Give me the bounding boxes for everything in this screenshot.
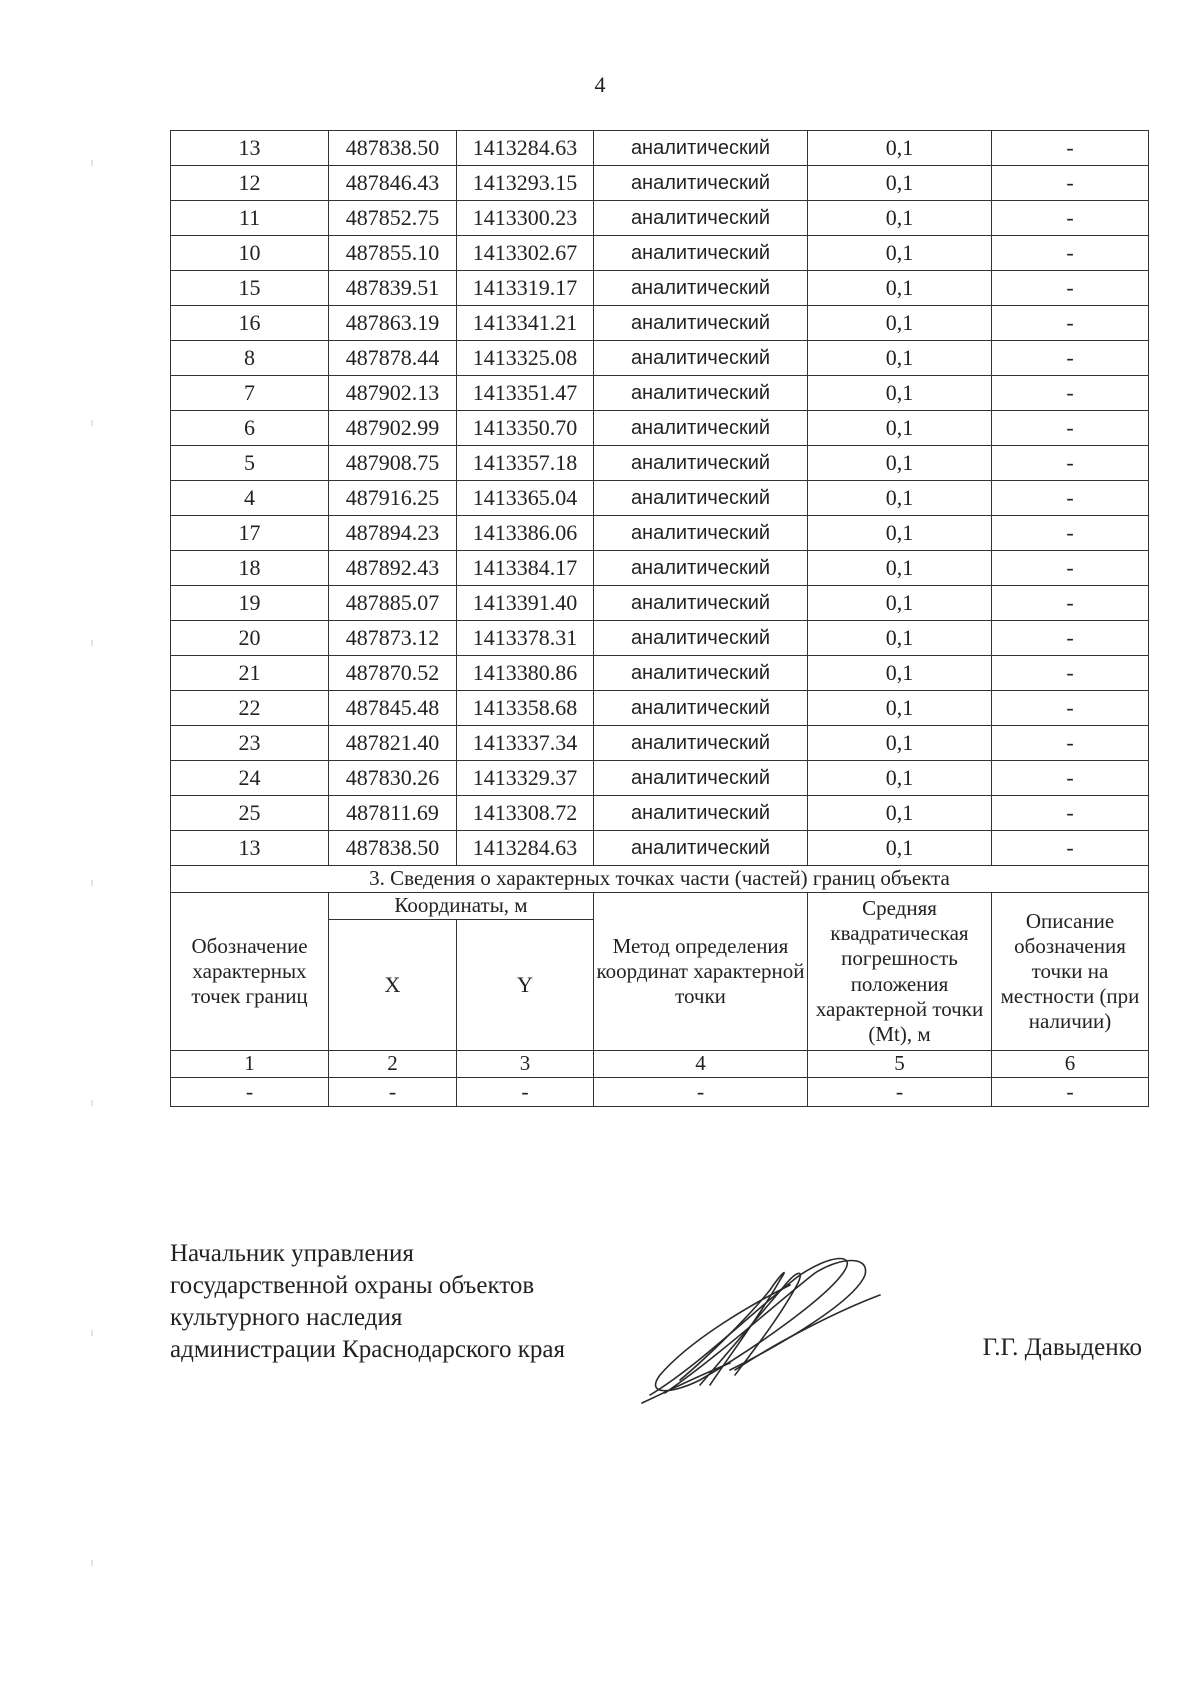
- x-coordinate-cell: 487892.43: [329, 551, 457, 586]
- method-cell: аналитический: [594, 516, 808, 551]
- point-number-cell: 5: [171, 446, 329, 481]
- x-coordinate-cell: 487839.51: [329, 271, 457, 306]
- description-cell: -: [992, 411, 1149, 446]
- table-row: [171, 481, 1149, 516]
- method-cell: аналитический: [594, 796, 808, 831]
- x-coordinate-cell: 487902.99: [329, 411, 457, 446]
- method-cell: аналитический: [594, 481, 808, 516]
- y-coordinate-cell: 1413386.06: [457, 516, 594, 551]
- x-coordinate-cell: 487821.40: [329, 726, 457, 761]
- handwritten-signature: [640, 1245, 890, 1405]
- table-row: [171, 586, 1149, 621]
- table-row: [171, 306, 1149, 341]
- table-row: [171, 516, 1149, 551]
- method-cell: аналитический: [594, 691, 808, 726]
- y-coordinate-cell: 1413319.17: [457, 271, 594, 306]
- description-cell: -: [992, 306, 1149, 341]
- column-number: 2: [329, 1051, 457, 1078]
- x-coordinate-cell: 487838.50: [329, 131, 457, 166]
- method-cell: аналитический: [594, 236, 808, 271]
- y-coordinate-cell: 1413391.40: [457, 586, 594, 621]
- description-cell: -: [992, 551, 1149, 586]
- y-coordinate-cell: 1413325.08: [457, 341, 594, 376]
- table-row: [171, 621, 1149, 656]
- x-coordinate-cell: 487878.44: [329, 341, 457, 376]
- y-coordinate-cell: 1413378.31: [457, 621, 594, 656]
- mean-error-cell: 0,1: [808, 376, 992, 411]
- point-number-cell: 8: [171, 341, 329, 376]
- x-coordinate-cell: 487894.23: [329, 516, 457, 551]
- signatory-title: [170, 1238, 565, 1366]
- mean-error-cell: 0,1: [808, 201, 992, 236]
- empty-cell: -: [329, 1078, 457, 1107]
- table-row: [171, 411, 1149, 446]
- y-coordinate-cell: 1413351.47: [457, 376, 594, 411]
- x-coordinate-cell: 487870.52: [329, 656, 457, 691]
- signatory-title-line: администрации Краснодарского края: [170, 1336, 566, 1363]
- method-cell: аналитический: [594, 201, 808, 236]
- method-cell: аналитический: [594, 656, 808, 691]
- y-coordinate-cell: 1413341.21: [457, 306, 594, 341]
- description-cell: -: [992, 201, 1149, 236]
- table-row: [171, 551, 1149, 586]
- empty-cell: -: [171, 1078, 329, 1107]
- coordinates-table-body: [171, 131, 1149, 866]
- table-row: [171, 726, 1149, 761]
- x-coordinate-cell: 487852.75: [329, 201, 457, 236]
- y-coordinate-cell: 1413308.72: [457, 796, 594, 831]
- point-number-cell: 12: [171, 166, 329, 201]
- header-y: Y: [457, 920, 594, 1051]
- x-coordinate-cell: 487830.26: [329, 761, 457, 796]
- method-cell: аналитический: [594, 166, 808, 201]
- point-number-cell: 21: [171, 656, 329, 691]
- point-number-cell: 24: [171, 761, 329, 796]
- table-row: [171, 166, 1149, 201]
- x-coordinate-cell: 487863.19: [329, 306, 457, 341]
- point-number-cell: 16: [171, 306, 329, 341]
- signatory-title-line: культурного наследия: [170, 1304, 403, 1331]
- mean-error-cell: 0,1: [808, 586, 992, 621]
- point-number-cell: 17: [171, 516, 329, 551]
- x-coordinate-cell: 487845.48: [329, 691, 457, 726]
- mean-error-cell: 0,1: [808, 656, 992, 691]
- y-coordinate-cell: 1413284.63: [457, 131, 594, 166]
- column-number: 6: [992, 1051, 1149, 1078]
- description-cell: -: [992, 166, 1149, 201]
- mean-error-cell: 0,1: [808, 411, 992, 446]
- point-number-cell: 25: [171, 796, 329, 831]
- coordinates-table: [170, 130, 1149, 1107]
- signatory-name: Г.Г. Давыденко: [982, 1334, 1142, 1361]
- y-coordinate-cell: 1413384.17: [457, 551, 594, 586]
- description-cell: -: [992, 516, 1149, 551]
- mean-error-cell: 0,1: [808, 516, 992, 551]
- method-cell: аналитический: [594, 131, 808, 166]
- description-cell: -: [992, 691, 1149, 726]
- method-cell: аналитический: [594, 726, 808, 761]
- section-3-title-row: [171, 866, 1149, 893]
- method-cell: аналитический: [594, 376, 808, 411]
- table-row: [171, 656, 1149, 691]
- mean-error-cell: 0,1: [808, 306, 992, 341]
- method-cell: аналитический: [594, 306, 808, 341]
- method-cell: аналитический: [594, 761, 808, 796]
- method-cell: аналитический: [594, 586, 808, 621]
- mean-error-cell: 0,1: [808, 341, 992, 376]
- table-row: [171, 691, 1149, 726]
- table-row: [171, 341, 1149, 376]
- mean-error-cell: 0,1: [808, 166, 992, 201]
- x-coordinate-cell: 487846.43: [329, 166, 457, 201]
- point-number-cell: 20: [171, 621, 329, 656]
- y-coordinate-cell: 1413365.04: [457, 481, 594, 516]
- mean-error-cell: 0,1: [808, 761, 992, 796]
- y-coordinate-cell: 1413358.68: [457, 691, 594, 726]
- table-row: [171, 376, 1149, 411]
- table-row: [171, 796, 1149, 831]
- mean-error-cell: 0,1: [808, 621, 992, 656]
- method-cell: аналитический: [594, 271, 808, 306]
- mean-error-cell: 0,1: [808, 446, 992, 481]
- x-coordinate-cell: 487838.50: [329, 831, 457, 866]
- column-number: 3: [457, 1051, 594, 1078]
- column-number: 1: [171, 1051, 329, 1078]
- signatory-title-line: Начальник управления: [170, 1240, 414, 1267]
- page-number: 4: [594, 72, 606, 97]
- y-coordinate-cell: 1413300.23: [457, 201, 594, 236]
- empty-cell: -: [457, 1078, 594, 1107]
- header-method: Метод определения координат характерной точки: [594, 893, 808, 1051]
- empty-cell: -: [808, 1078, 992, 1107]
- description-cell: -: [992, 236, 1149, 271]
- description-cell: -: [992, 831, 1149, 866]
- y-coordinate-cell: 1413293.15: [457, 166, 594, 201]
- x-coordinate-cell: 487908.75: [329, 446, 457, 481]
- point-number-cell: 18: [171, 551, 329, 586]
- x-coordinate-cell: 487873.12: [329, 621, 457, 656]
- point-number-cell: 23: [171, 726, 329, 761]
- header-description: Описание обозначения точки на местности (при наличии): [992, 893, 1149, 1051]
- point-number-cell: 19: [171, 586, 329, 621]
- scan-margin-marks: [90, 0, 96, 1698]
- method-cell: аналитический: [594, 621, 808, 656]
- mean-error-cell: 0,1: [808, 831, 992, 866]
- table-row: [171, 761, 1149, 796]
- mean-error-cell: 0,1: [808, 796, 992, 831]
- column-numbers-row: [171, 1051, 1149, 1078]
- mean-error-cell: 0,1: [808, 726, 992, 761]
- x-coordinate-cell: 487811.69: [329, 796, 457, 831]
- empty-cell: -: [594, 1078, 808, 1107]
- method-cell: аналитический: [594, 551, 808, 586]
- description-cell: -: [992, 341, 1149, 376]
- header-row-top: [171, 893, 1149, 920]
- description-cell: -: [992, 446, 1149, 481]
- point-number-cell: 4: [171, 481, 329, 516]
- mean-error-cell: 0,1: [808, 691, 992, 726]
- y-coordinate-cell: 1413380.86: [457, 656, 594, 691]
- header-mean-error: Средняя квадратическая погрешность положения характерной точки (Mt), м: [808, 893, 992, 1051]
- description-cell: -: [992, 481, 1149, 516]
- column-number: 4: [594, 1051, 808, 1078]
- table-row: [171, 831, 1149, 866]
- description-cell: -: [992, 726, 1149, 761]
- header-point-designation: Обозначение характерных точек границ: [171, 893, 329, 1051]
- method-cell: аналитический: [594, 411, 808, 446]
- description-cell: -: [992, 796, 1149, 831]
- y-coordinate-cell: 1413329.37: [457, 761, 594, 796]
- description-cell: -: [992, 376, 1149, 411]
- method-cell: аналитический: [594, 831, 808, 866]
- point-number-cell: 15: [171, 271, 329, 306]
- y-coordinate-cell: 1413350.70: [457, 411, 594, 446]
- x-coordinate-cell: 487902.13: [329, 376, 457, 411]
- mean-error-cell: 0,1: [808, 131, 992, 166]
- header-x: X: [329, 920, 457, 1051]
- header-coordinates: Координаты, м: [329, 893, 594, 920]
- point-number-cell: 10: [171, 236, 329, 271]
- section-3-title: 3. Сведения о характерных точках части (частей) границ объекта: [171, 866, 1149, 893]
- point-number-cell: 11: [171, 201, 329, 236]
- point-number-cell: 22: [171, 691, 329, 726]
- point-number-cell: 6: [171, 411, 329, 446]
- point-number-cell: 13: [171, 131, 329, 166]
- table-row: [171, 131, 1149, 166]
- description-cell: -: [992, 586, 1149, 621]
- description-cell: -: [992, 761, 1149, 796]
- point-number-cell: 13: [171, 831, 329, 866]
- y-coordinate-cell: 1413357.18: [457, 446, 594, 481]
- x-coordinate-cell: 487916.25: [329, 481, 457, 516]
- signatory-title-line: государственной охраны объектов: [170, 1272, 535, 1299]
- method-cell: аналитический: [594, 341, 808, 376]
- method-cell: аналитический: [594, 446, 808, 481]
- table-row: [171, 271, 1149, 306]
- table-row: [171, 201, 1149, 236]
- x-coordinate-cell: 487855.10: [329, 236, 457, 271]
- x-coordinate-cell: 487885.07: [329, 586, 457, 621]
- empty-data-row: [171, 1078, 1149, 1107]
- description-cell: -: [992, 131, 1149, 166]
- y-coordinate-cell: 1413302.67: [457, 236, 594, 271]
- empty-cell: -: [992, 1078, 1149, 1107]
- column-number: 5: [808, 1051, 992, 1078]
- point-number-cell: 7: [171, 376, 329, 411]
- y-coordinate-cell: 1413337.34: [457, 726, 594, 761]
- description-cell: -: [992, 621, 1149, 656]
- mean-error-cell: 0,1: [808, 551, 992, 586]
- y-coordinate-cell: 1413284.63: [457, 831, 594, 866]
- description-cell: -: [992, 271, 1149, 306]
- mean-error-cell: 0,1: [808, 271, 992, 306]
- table-row: [171, 446, 1149, 481]
- mean-error-cell: 0,1: [808, 236, 992, 271]
- description-cell: -: [992, 656, 1149, 691]
- mean-error-cell: 0,1: [808, 481, 992, 516]
- table-row: [171, 236, 1149, 271]
